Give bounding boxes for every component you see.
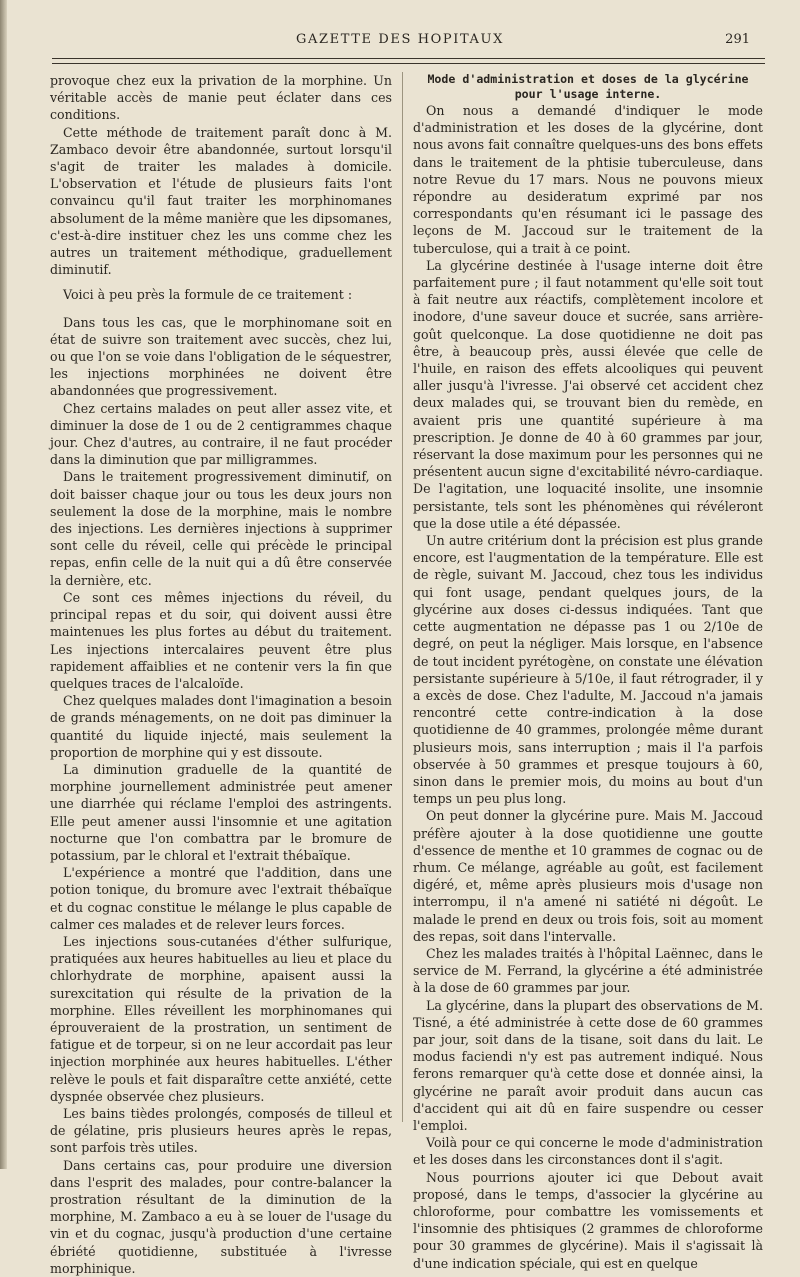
paragraph: Chez les malades traités à l'hôpital Laënnec, dans le service de M. Ferrand, la glycérine a été administrée à la dose de 60 grammes par jour. [413,945,763,996]
paragraph: La glycérine, dans la plupart des observations de M. Tisné, a été administrée à cette dose de 60 grammes par jour, soit dans de la tisane, soit dans du lait. Le modus faciendi n'y est pas autrement indiqué. Nous ferons remarquer qu'à cette dose et donnée ainsi, la glycérine ne paraît avoir produit dans aucun cas d'accident qui ait dû en faire suspendre ou cesser l'emploi. [413,997,763,1133]
page-binding-edge [0,0,7,1169]
column-divider [402,72,403,1122]
paragraph: provoque chez eux la privation de la morphine. Un véritable accès de manie peut éclater dans ces conditions. [50,73,392,123]
page-number: 291 [725,32,750,47]
paragraph: Les bains tièdes prolongés, composés de tilleul et de gélatine, pris plusieurs heures après le repas, sont parfois très utiles. [50,1105,392,1156]
paragraph: On nous a demandé d'indiquer le mode d'administration et les doses de la glycérine, dont nous avons fait connaître quelques-uns des bons effets dans le traitement de la phtisie tuberculeuse, dans notre Revue du 17 mars. Nous ne pouvons mieux répondre au desideratum exprimé par nos correspondants qu'en résumant ici le passage des leçons de M. Jaccoud sur le traitement de la tuberculose, qui a trait à ce point. [413,103,763,256]
section-title: Mode d'administration et doses de la glycérine pour l'usage interne. [427,72,749,101]
right-column [413,72,763,1271]
paragraph: Les injections sous-cutanées d'éther sulfurique, pratiquées aux heures habituelles au lieu et place du chlorhydrate de morphine, apaisent aussi la surexcitation qui résulte de la privation de la morphine. Elles réveillent les morphinomanes qui éprouveraient de la prostration, un sentiment de fatigue et de torpeur, si on ne leur accordait pas leur injection morphinée aux heures habituelles. L'éther relève le pouls et fait disparaître cette anxiété, cette dyspnée observée chez plusieurs. [50,933,392,1104]
paragraph: Chez quelques malades dont l'imagination a besoin de grands ménagements, on ne doit pas diminuer la quantité du liquide injecté, mais seulement la proportion de morphine qui y est dissoute. [50,693,392,760]
paragraph: Voici à peu près la formule de ce traitement : [63,287,353,303]
paragraph: Chez certains malades on peut aller assez vite, et diminuer la dose de 1 ou de 2 centigrammes chaque jour. Chez d'autres, au contraire, il ne faut procéder dans la diminution que par milligrammes. [50,400,392,468]
paragraph: On peut donner la glycérine pure. Mais M. Jaccoud préfère ajouter à la dose quotidienne une goutte d'essence de menthe et 10 grammes de cognac ou de rhum. Ce mélange, agréable au goût, est facilement digéré, et, même après plusieurs mois d'usage non interrompu, il n'a amené ni satiété ni dégoût. Le malade le prend en deux ou trois fois, soit au moment des repas, soit dans l'intervalle. [413,808,763,944]
paragraph: La glycérine destinée à l'usage interne doit être parfaitement pure ; il faut notamment qu'elle soit tout à fait neutre aux réactifs, complètement incolore et inodore, d'une saveur douce et sucrée, sans arrière-goût quelconque. La dose quotidienne ne doit pas être, à beaucoup près, aussi élevée que celle de l'huile, en raison des effets alcooliques qui peuvent aller jusqu'à l'ivresse. J'ai observé cet accident chez deux malades qui, se trouvant bien du remède, en avaient pris une quantité supérieure à ma prescription. Je donne de 40 à 60 grammes par jour, réservant la dose maximum pour les personnes qui ne présentent aucun signe d'excitabilité névro-cardiaque. De l'agitation, une loquacité insolite, une insomnie persistante, tels sont les phénomènes qui révéleront que la dose utile a été dépassée. [413,257,763,531]
paragraph: Dans certains cas, pour produire une diversion dans l'esprit des malades, pour contre-balancer la prostration résultant de la diminution de la morphine, M. Zambaco a eu à se louer de l'usage du vin et du cognac, jusqu'à production d'une certaine ébriété quotidienne, substituée à l'ivresse morphinique. [50,1157,392,1276]
paragraph: Cette méthode de traitement paraît donc à M. Zambaco devoir être abandonnée, surtout lorsqu'il s'agit de traiter les malades à domicile. L'observation et l'étude de plusieurs faits l'ont convaincu qu'il faut traiter les morphinomanes absolument de la même manière que les dipsomanes, c'est-à-dire instituer chez les uns comme chez les autres un traitement méthodique, graduellement diminutif. [50,124,392,278]
paragraph: La diminution graduelle de la quantité de morphine journellement administrée peut amener une diarrhée qui réclame l'emploi des astringents. Elle peut amener aussi l'insomnie et une agitation nocturne que l'on combattra par le bromure de potassium, par le chloral et l'extrait thébaïque. [50,761,392,863]
running-head [0,30,800,54]
journal-title: GAZETTE DES HOPITAUX [296,32,504,47]
left-column [50,72,392,1276]
paragraph: Un autre critérium dont la précision est plus grande encore, est l'augmentation de la température. Elle est de règle, suivant M. Jaccoud, chez tous les individus qui font usage, pendant quelques jours, de la glycérine aux doses ci-dessus indiquées. Tant que cette augmentation ne dépasse pas 1 ou 2/10e de degré, on peut la négliger. Mais lorsque, en l'absence de tout incident pyrétogène, on constate une élévation persistante supérieure à 5/10e, il faut rétrograder, il y a excès de dose. Chez l'adulte, M. Jaccoud n'a jamais rencontré cette contre-indication à la dose quotidienne de 40 grammes, prolongée même durant plusieurs mois, sans interruption ; mais il l'a parfois observée à 50 grammes et presque toujours à 60, sinon dans le premier mois, du moins au bout d'un temps un peu plus long. [413,533,763,807]
paragraph: Voilà pour ce qui concerne le mode d'administration et les doses dans les circonstances dont il s'agit. [413,1135,763,1168]
header-double-rule [52,58,765,64]
paragraph: L'expérience a montré que l'addition, dans une potion tonique, du bromure avec l'extrait thébaïque et du cognac constitue le mélange le plus capable de calmer ces malades et de relever leurs forces. [50,865,392,932]
paragraph: Dans tous les cas, que le morphinomane soit en état de suivre son traitement avec succès, chez lui, ou que l'on se voie dans l'obligation de le séquestrer, les injections morphinées ne doivent être abandonnées que progressivement. [50,314,392,399]
paragraph: Dans le traitement progressivement diminutif, on doit baisser chaque jour ou tous les deux jours non seulement la dose de la morphine, mais le nombre des injections. Les dernières injections à supprimer sont celle du réveil, celle qui précède le principal repas, enfin celle de la nuit qui a dû être conservée la dernière, etc. [50,469,392,588]
paragraph: Nous pourrions ajouter ici que Debout avait proposé, dans le temps, d'associer la glycérine au chloroforme, pour combattre les vomissements et l'insomnie des phtisiques (2 grammes de chloroforme pour 30 grammes de glycérine). Mais il s'agissait là d'une indication spéciale, qui est en quelque [413,1169,763,1271]
paragraph: Ce sont ces mêmes injections du réveil, du principal repas et du soir, qui doivent aussi être maintenues les plus fortes au début du traitement. Les injections intercalaires peuvent être plus rapidement affaiblies et ne contenir vers la fin que quelques traces de l'alcaloïde. [50,589,392,691]
